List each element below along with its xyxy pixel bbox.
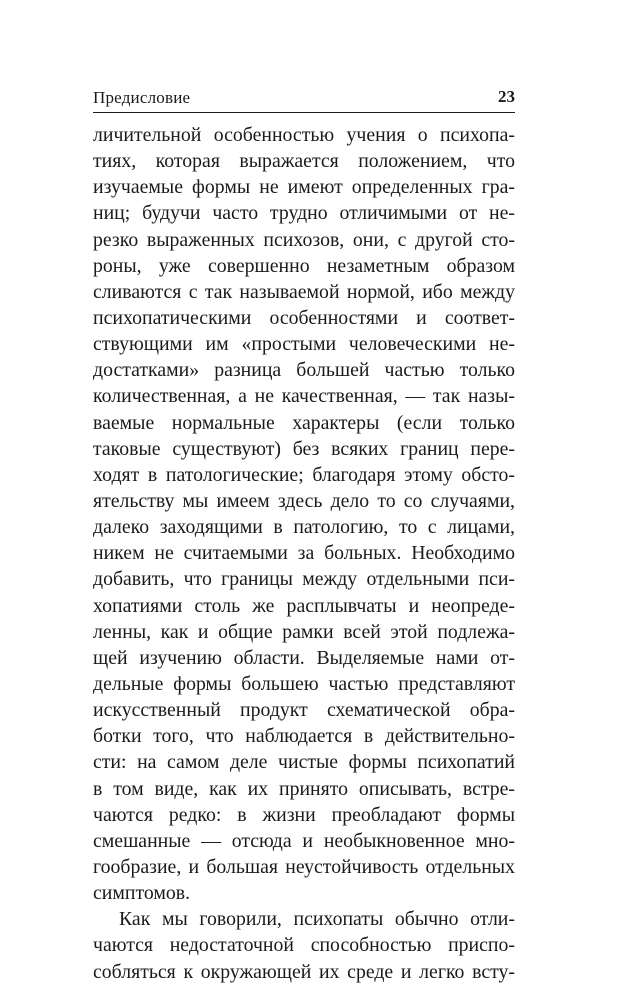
text-line: ботки того, что наблюдается в действительно-: [93, 725, 515, 748]
text-line: изучаемые формы не имеют определенных гра-: [93, 176, 515, 199]
text-line: чаются редко: в жизни преобладают формы: [93, 803, 515, 826]
text-line: достатками» разница большей частью только: [93, 359, 515, 382]
text-line: ходят в патологические; благодаря этому обсто-: [93, 463, 515, 486]
text-line: тиях, которая выражается положением, что: [93, 150, 515, 173]
text-line: личительной особенностью учения о психопа-: [93, 124, 515, 146]
text-line: роны, уже совершенно незаметным образом: [93, 254, 515, 277]
text-line: искусственный продукт схематической обра-: [93, 699, 515, 722]
text-line: чаются недостаточной способностью приспо-: [93, 934, 515, 957]
text-line: никем не считаемыми за больных. Необходимо: [93, 542, 515, 565]
text-line: психопатическими особенностями и соответ-: [93, 306, 515, 329]
text-line: собляться к окружающей их среде и легко всту-: [93, 960, 515, 983]
text-line: ятельству мы имеем здесь дело то со случаями,: [93, 489, 515, 512]
text-line: щей изучению области. Выделяемые нами от-: [93, 646, 515, 669]
text-line: ствующими им «простыми человеческими не-: [93, 333, 515, 356]
body-text: [93, 122, 515, 985]
text-line: ваемые нормальные характеры (если только: [93, 411, 515, 434]
text-line: резко выраженных психозов, они, с другой сто-: [93, 228, 515, 251]
text-line: таковые существуют) без всяких границ пере-: [93, 437, 515, 460]
text-line: гообразие, и большая неустойчивость отдельных: [93, 855, 515, 878]
text-line-paragraph-end: симптомов.: [93, 882, 191, 905]
text-line: добавить, что границы между отдельными пси-: [93, 568, 515, 591]
text-line: ленны, как и общие рамки всей этой подлежа-: [93, 620, 515, 643]
running-head: [93, 86, 515, 110]
page-number: 23: [498, 87, 515, 106]
text-line: в том виде, как их принято описывать, встре-: [93, 777, 515, 800]
text-line: смешанные — отсюда и необыкновенное мно-: [93, 829, 515, 852]
text-line: далеко заходящими в патологию, то с лицами,: [93, 516, 515, 539]
running-head-title: Предисловие: [93, 88, 191, 107]
text-line: ниц; будучи часто трудно отличимыми от не-: [93, 202, 515, 225]
text-line-paragraph-start: Как мы говорили, психопаты обычно отли-: [119, 908, 515, 931]
text-line: сливаются с так называемой нормой, ибо между: [93, 280, 515, 303]
text-line: дельные формы большею частью представляют: [93, 672, 515, 695]
header-rule: [93, 112, 515, 113]
text-line: сти: на самом деле чистые формы психопатий: [93, 751, 515, 774]
text-line: хопатиями столь же расплывчаты и неопреде-: [93, 594, 515, 617]
text-line: количественная, а не качественная, — так назы-: [93, 385, 515, 408]
